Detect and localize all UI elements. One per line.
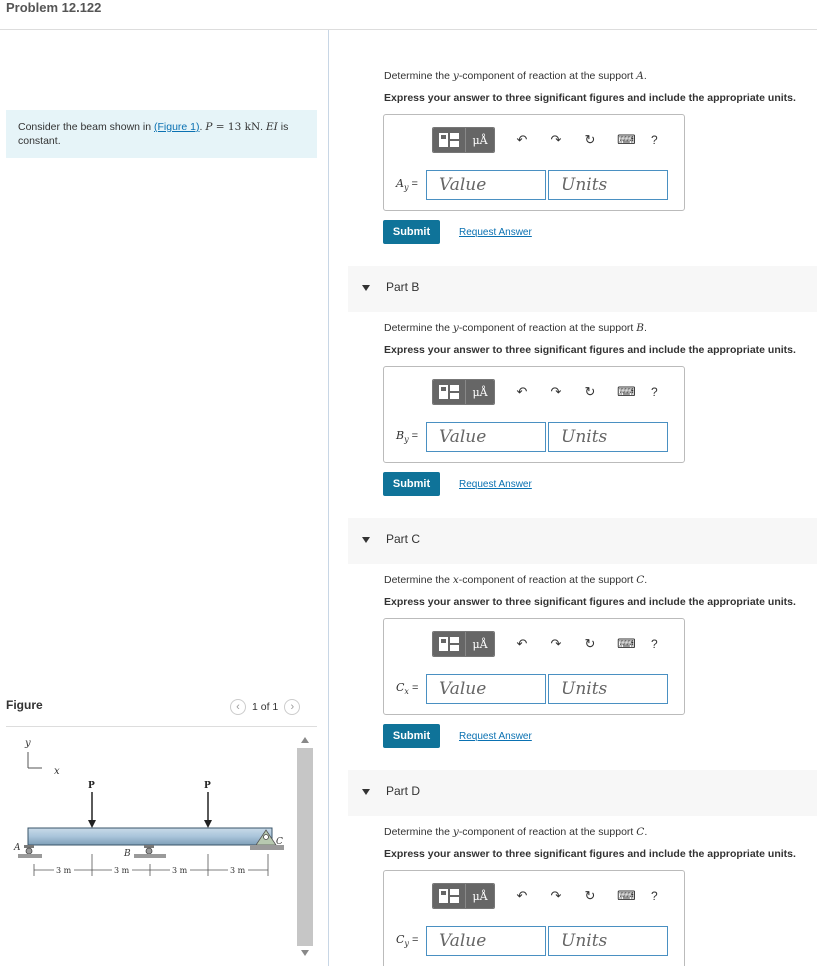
beam <box>28 828 272 845</box>
column-divider <box>328 30 329 966</box>
scroll-up-icon[interactable] <box>301 737 309 743</box>
templates-icon <box>438 132 460 148</box>
reset-icon[interactable]: ↻ <box>584 888 596 903</box>
load-label-left: P <box>88 781 95 791</box>
help-icon[interactable]: ? <box>651 889 658 903</box>
units-input[interactable]: Units <box>548 926 668 956</box>
part-c-question: Determine the x-component of reaction at the support C. <box>384 574 648 586</box>
header-divider <box>0 29 817 30</box>
reset-icon[interactable]: ↻ <box>584 384 596 399</box>
value-input[interactable]: Value <box>426 170 546 200</box>
dim-label-4: 3 m <box>230 866 246 875</box>
value-input[interactable]: Value <box>426 422 546 452</box>
answer-label: $A_y$ = <box>396 177 418 193</box>
support-a <box>18 845 42 858</box>
help-icon[interactable]: ? <box>651 637 658 651</box>
axis-x-label: x <box>54 766 60 777</box>
beam-figure <box>6 734 292 966</box>
keyboard-icon[interactable]: ⌨ <box>617 636 636 651</box>
help-icon[interactable]: ? <box>651 385 658 399</box>
redo-icon[interactable]: ↷ <box>550 636 562 651</box>
templates-button[interactable] <box>433 380 465 404</box>
part-a-answer-box <box>383 114 685 211</box>
support-a-label: A <box>14 843 21 853</box>
figure-pager <box>230 699 300 715</box>
caret-down-icon <box>362 537 370 543</box>
keyboard-icon[interactable]: ⌨ <box>617 384 636 399</box>
part-c-answer-box <box>383 618 685 715</box>
math-toolbar <box>432 379 658 405</box>
caret-down-icon <box>362 285 370 291</box>
figure-page-indicator: 1 of 1 <box>252 701 279 713</box>
math-toolbar <box>432 127 658 153</box>
axis-icon <box>28 752 42 768</box>
scroll-thumb[interactable] <box>297 748 313 946</box>
units-button[interactable]: μÅ <box>465 128 494 152</box>
part-b-instructions: Express your answer to three significant figures and include the appropriate units. <box>384 344 796 356</box>
undo-icon[interactable]: ↶ <box>516 384 528 399</box>
help-icon[interactable]: ? <box>651 133 658 147</box>
page-title: Problem 12.122 <box>6 0 102 15</box>
chevron-right-icon: › <box>290 701 295 713</box>
redo-icon[interactable]: ↷ <box>550 384 562 399</box>
axis-y-label: y <box>25 738 31 749</box>
answer-label: $B_y$ = <box>396 429 419 445</box>
part-d-instructions: Express your answer to three significant figures and include the appropriate units. <box>384 848 796 860</box>
support-b <box>134 845 166 858</box>
templates-icon <box>438 384 460 400</box>
value-input[interactable]: Value <box>426 674 546 704</box>
dim-label-1: 3 m <box>56 866 72 875</box>
redo-icon[interactable]: ↷ <box>550 888 562 903</box>
undo-icon[interactable]: ↶ <box>516 888 528 903</box>
submit-button[interactable]: Submit <box>383 472 440 496</box>
units-input[interactable]: Units <box>548 674 668 704</box>
next-figure-button[interactable] <box>284 699 300 715</box>
figure-link[interactable]: (Figure 1) <box>154 121 200 133</box>
units-input[interactable]: Units <box>548 422 668 452</box>
support-b-label: B <box>124 849 131 859</box>
part-d-question: Determine the y-component of reaction at the support C. <box>384 826 648 838</box>
chevron-left-icon: ‹ <box>236 701 240 713</box>
dim-label-2: 3 m <box>114 866 130 875</box>
problem-statement: Consider the beam shown in (Figure 1). P = 13 kN. EI is constant. <box>6 110 317 158</box>
reset-icon[interactable]: ↻ <box>584 132 596 147</box>
load-arrow-left <box>88 792 96 828</box>
request-answer-link[interactable]: Request Answer <box>459 479 532 490</box>
undo-icon[interactable]: ↶ <box>516 636 528 651</box>
answer-label: $C_y$ = <box>396 933 419 949</box>
submit-button[interactable]: Submit <box>383 220 440 244</box>
figure-heading: Figure <box>6 698 43 712</box>
keyboard-icon[interactable]: ⌨ <box>617 132 636 147</box>
request-answer-link[interactable]: Request Answer <box>459 731 532 742</box>
part-b-answer-box <box>383 366 685 463</box>
templates-button[interactable] <box>433 884 465 908</box>
keyboard-icon[interactable]: ⌨ <box>617 888 636 903</box>
part-a-question: Determine the y-component of reaction at the support A. <box>384 70 647 82</box>
figure-scrollbar[interactable] <box>296 732 314 966</box>
support-c-label: C <box>276 837 283 847</box>
answer-label: $C_x$ = <box>396 681 419 697</box>
units-input[interactable]: Units <box>548 170 668 200</box>
units-button[interactable]: μÅ <box>465 380 494 404</box>
part-c-header[interactable]: Part C <box>348 518 817 564</box>
templates-icon <box>438 888 460 904</box>
load-arrow-right <box>204 792 212 828</box>
part-a-instructions: Express your answer to three significant figures and include the appropriate units. <box>384 92 796 104</box>
figure-divider <box>6 726 317 727</box>
math-toolbar <box>432 883 658 909</box>
units-button[interactable]: μÅ <box>465 632 494 656</box>
part-c-instructions: Express your answer to three significant figures and include the appropriate units. <box>384 596 796 608</box>
reset-icon[interactable]: ↻ <box>584 636 596 651</box>
request-answer-link[interactable]: Request Answer <box>459 227 532 238</box>
load-label-right: P <box>204 781 211 791</box>
units-button[interactable]: μÅ <box>465 884 494 908</box>
templates-button[interactable] <box>433 632 465 656</box>
math-toolbar <box>432 631 658 657</box>
scroll-down-icon[interactable] <box>301 950 309 956</box>
prev-figure-button[interactable] <box>230 699 246 715</box>
part-b-question: Determine the y-component of reaction at the support B. <box>384 322 647 334</box>
dim-label-3: 3 m <box>172 866 188 875</box>
submit-button[interactable]: Submit <box>383 724 440 748</box>
templates-icon <box>438 636 460 652</box>
templates-button[interactable] <box>433 128 465 152</box>
redo-icon[interactable]: ↷ <box>550 132 562 147</box>
part-b-header[interactable]: Part B <box>348 266 817 312</box>
part-d-answer-box <box>383 870 685 966</box>
value-input[interactable]: Value <box>426 926 546 956</box>
undo-icon[interactable]: ↶ <box>516 132 528 147</box>
caret-down-icon <box>362 789 370 795</box>
part-d-header[interactable]: Part D <box>348 770 817 816</box>
